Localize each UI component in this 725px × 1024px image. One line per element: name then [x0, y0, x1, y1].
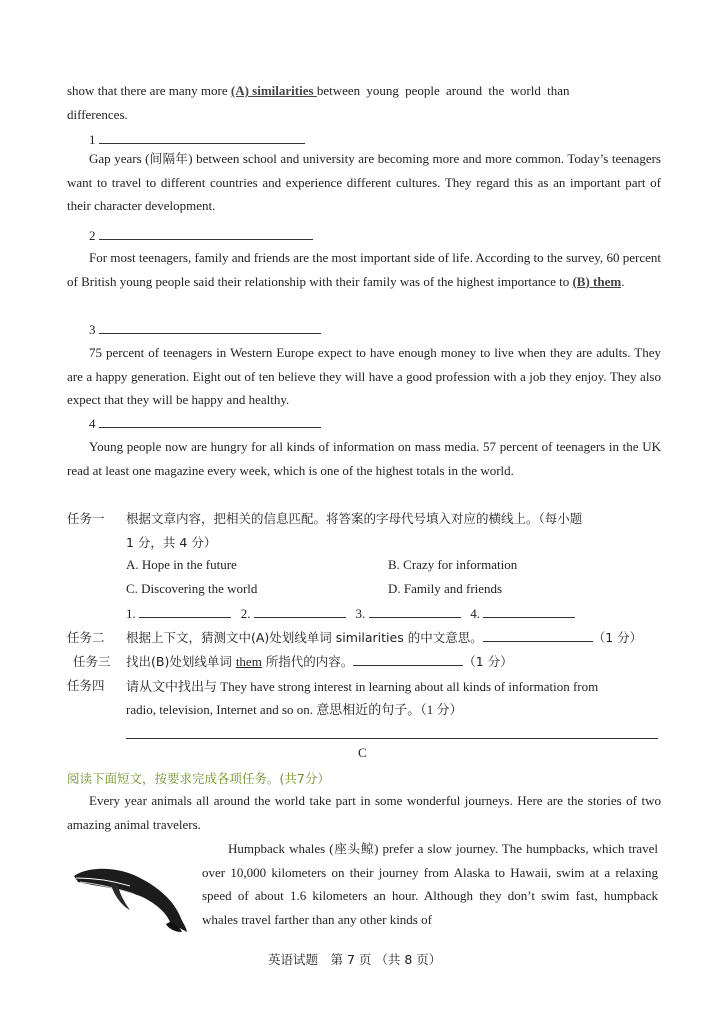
task4-answer-line[interactable]	[126, 738, 658, 739]
task4-label: 任务四	[67, 678, 105, 693]
blank-2-heading: 2	[89, 227, 313, 244]
page-footer: 英语试题 第 7 页 （共 8 页）	[268, 952, 442, 967]
paragraph-2: For most teenagers, family and friends are the most important side of life. According to the survey, 60 percent of British young people said their relationship with their family was of the highest importance to (B) them.	[67, 250, 661, 289]
task3-row: 找出(B)处划线单词 them 所指代的内容。 （1 分）	[126, 654, 513, 669]
intro-pre: show that there are many more	[67, 83, 231, 98]
section-c-letter: C	[358, 745, 367, 760]
task4-instruction-1: 请从文中找出与 They have strong interest in learning about all kinds of information from	[126, 679, 599, 694]
intro-line-2: differences.	[67, 107, 128, 122]
task3-word-them: them	[235, 654, 262, 669]
task2-label: 任务二	[67, 630, 105, 645]
task4-instruction-2: radio, television, Internet and so on. 意思相近的句子。（1 分）	[126, 702, 463, 717]
answer-blank-2[interactable]	[254, 605, 346, 618]
task2-row: 根据上下文，猜测文中(A)处划线单词 similarities 的中文意思。 （1 分）	[126, 630, 643, 645]
intro-post: between young people around the world than	[316, 83, 570, 98]
blank-3-line[interactable]	[99, 321, 321, 334]
section-c-instruction: 阅读下面短文，按要求完成各项任务。(共7分）	[67, 771, 330, 786]
humpback-whale-image	[70, 862, 190, 934]
task3-label: 任务三	[73, 654, 111, 669]
paragraph-4: Young people now are hungry for all kinds of information on mass media. 57 percent of teenagers in the UK read at least one magazine every week, which is one of the highest totals in the world.	[67, 439, 661, 478]
whale-paragraph-wrap: Humpback whales (座头鲸) prefer a slow journey. The humpbacks, which travel over 10,000 kilometers on their journey from Alaska to Hawaii, swim at a relaxing speed of about 1.6 kilometers an hour. Although they don’t swim fast, humpback whales travel farther than any other kinds of	[202, 841, 658, 927]
underlined-a-similarities: (A) similarities	[230, 83, 317, 98]
blank-4-line[interactable]	[99, 415, 321, 428]
blank-3-heading: 3	[89, 321, 321, 338]
paragraph-3: 75 percent of teenagers in Western Europe expect to have enough money to live when they are adults. They are a happy generation. Eight out of ten believe they will have a good profession with a job they enjoy. They also expect that they will be happy and healthy.	[67, 345, 661, 407]
answer-blank-1[interactable]	[139, 605, 231, 618]
intro-line-1	[67, 83, 569, 99]
task1-instruction-1: 根据文章内容，把相关的信息匹配。将答案的字母代号填入对应的横线上。（每小题	[126, 511, 583, 526]
section-c-intro: Every year animals all around the world take part in some wonderful journeys. Here are the stories of two amazing animal travelers.	[67, 793, 661, 832]
paragraph-1: Gap years (间隔年) between school and university are becoming more and more common. Today’s teenagers want to travel to different countries and experience different cultures. They regard this as an important part of their character development.	[67, 151, 661, 213]
option-b: B. Crazy for information	[388, 557, 518, 572]
option-d: D. Family and friends	[388, 581, 503, 596]
option-c: C. Discovering the world	[126, 581, 258, 596]
task3-answer-line[interactable]	[353, 653, 463, 666]
task1-instruction-2: 1 分，共 4 分）	[126, 535, 217, 550]
underlined-b-them: (B) them	[572, 273, 622, 289]
answer-blanks-row: 1. 2. 3. 4.	[126, 605, 575, 622]
task2-answer-line[interactable]	[483, 629, 593, 642]
answer-blank-3[interactable]	[369, 605, 461, 618]
blank-1-line[interactable]	[99, 131, 305, 144]
blank-1-heading: 1	[89, 131, 305, 148]
option-a: A. Hope in the future	[126, 557, 237, 572]
blank-2-line[interactable]	[99, 227, 313, 240]
answer-blank-4[interactable]	[483, 605, 575, 618]
task1-label: 任务一	[67, 511, 105, 526]
blank-4-heading: 4	[89, 415, 321, 432]
